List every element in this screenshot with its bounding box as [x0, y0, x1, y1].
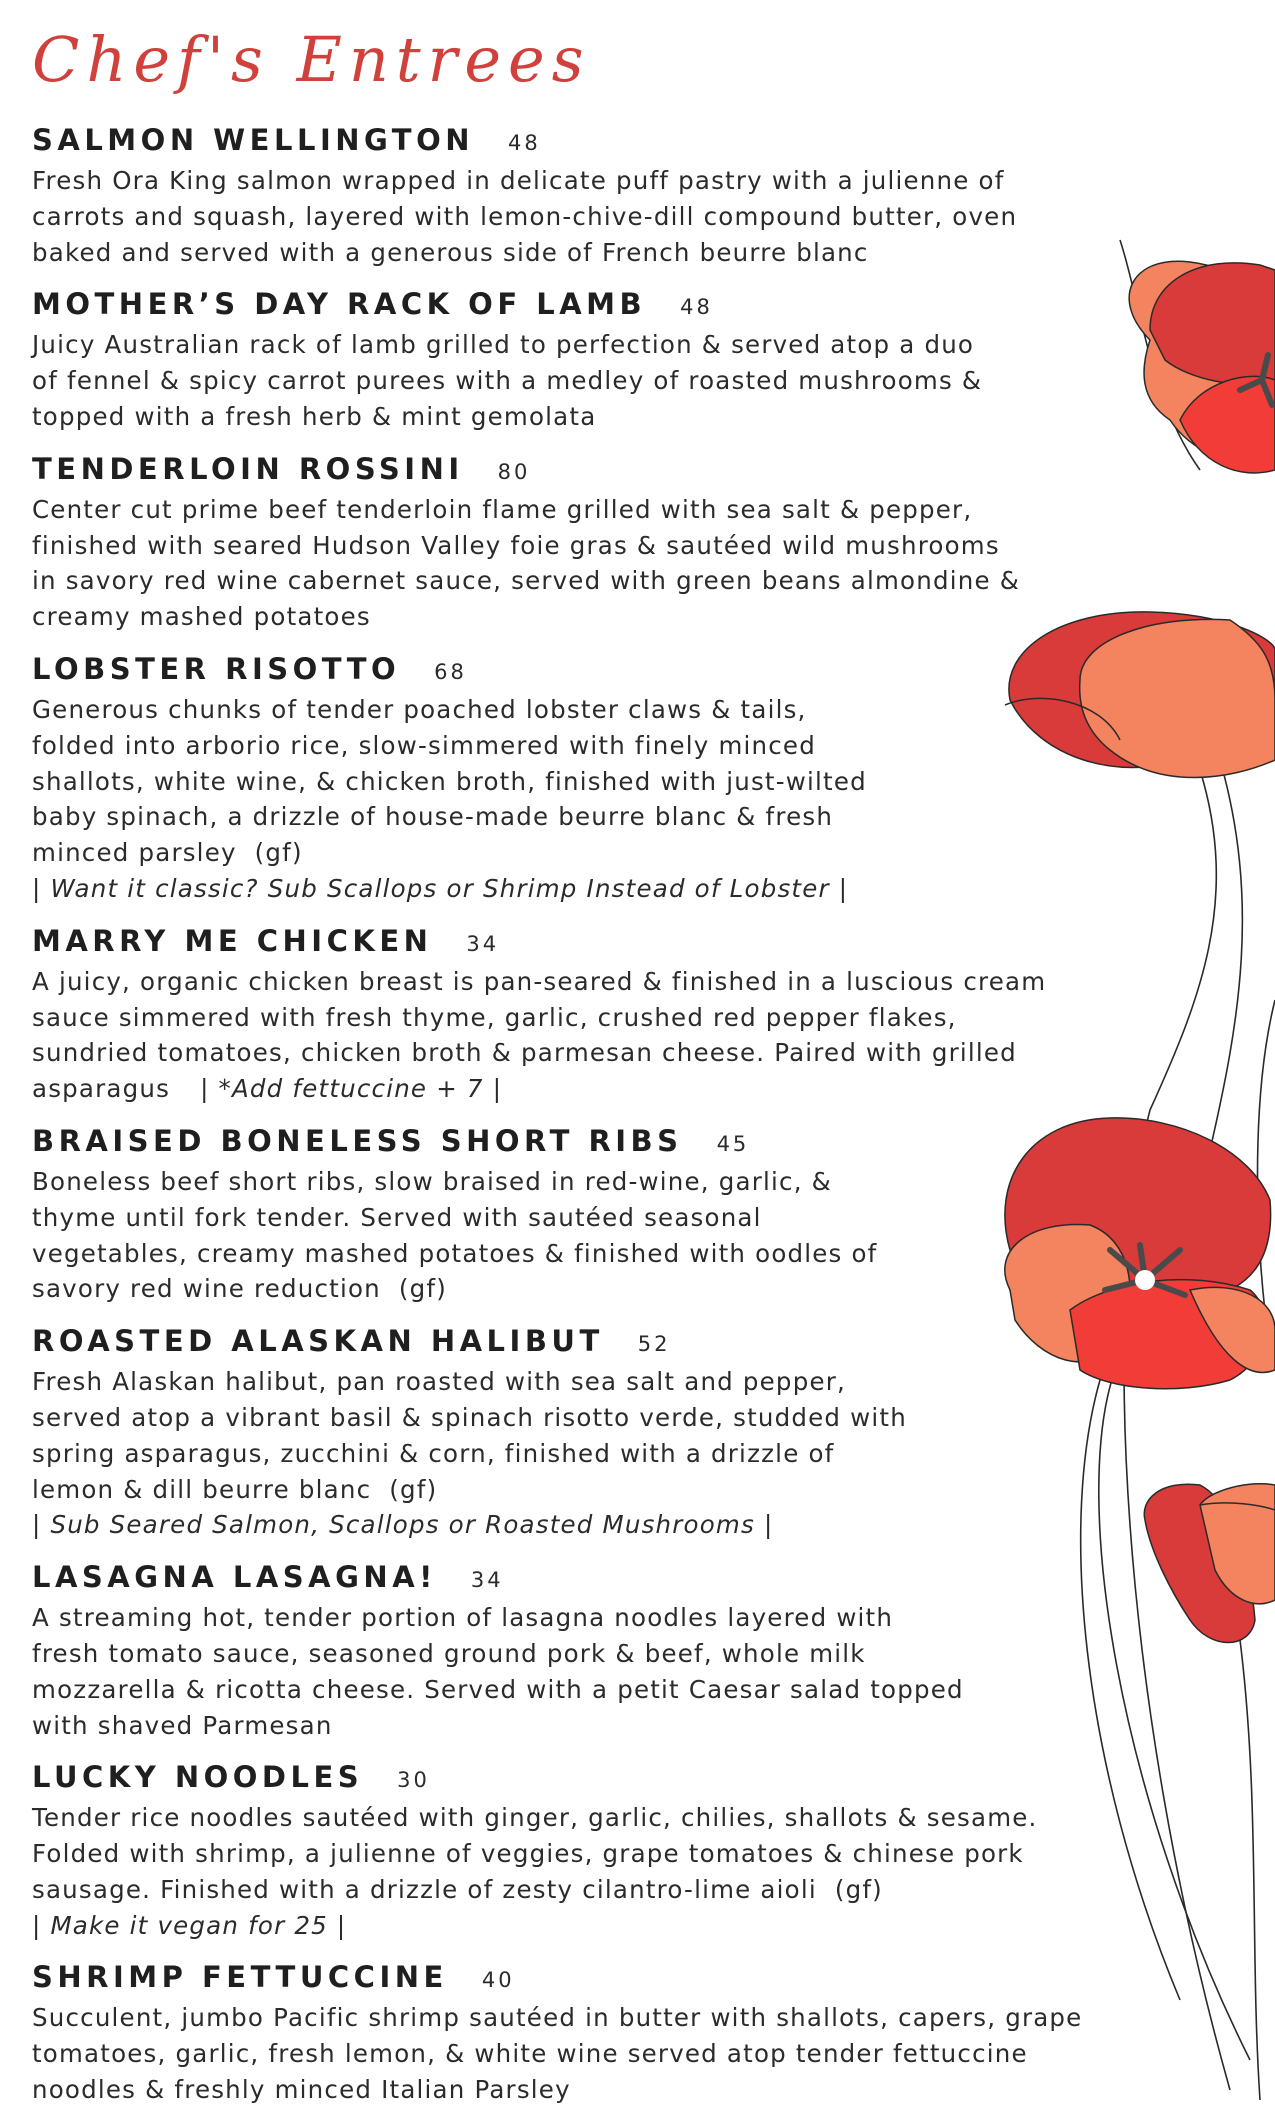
item-description-line: Fresh Ora King salmon wrapped in delicate puff pastry with a julienne of	[32, 166, 1005, 195]
item-name: LOBSTER RISOTTO	[32, 651, 401, 686]
item-name: LASAGNA LASAGNA!	[32, 1560, 437, 1595]
item-price: 68	[434, 659, 467, 684]
item-description-line	[32, 835, 1212, 871]
item-description-line	[32, 1872, 1212, 1908]
item-description-line: Folded with shrimp, a julienne of veggies, grape tomatoes & chinese pork	[32, 1839, 1024, 1869]
item-description-line: A streaming hot, tender portion of lasagna noodles layered with	[32, 1603, 894, 1633]
item-description-line: sauce simmered with fresh thyme, garlic, crushed red pepper flakes,	[32, 1002, 957, 1032]
item-description-line: Boneless beef short ribs, slow braised in red-wine, garlic, &	[32, 1166, 832, 1196]
item-price: 52	[637, 1332, 671, 1357]
item-note: | Sub Seared Salmon, Scallops or Roasted Mushrooms |	[32, 1510, 774, 1540]
item-description-line: Center cut prime beef tenderloin flame grilled with sea salt & pepper,	[32, 494, 973, 524]
item-note: | Make it vegan for 25 |	[32, 1910, 347, 1940]
item-header	[32, 1557, 1212, 1600]
item-description-line: folded into arborio rice, slow-simmered with finely minced	[32, 730, 816, 760]
menu-content	[32, 14, 1212, 2122]
menu-item-lucky-noodles	[32, 1757, 1212, 1943]
item-price: 80	[497, 459, 531, 484]
item-description-line: in savory red wine cabernet sauce, served with green beans almondine &	[32, 566, 1021, 596]
item-name: TENDERLOIN ROSSINI	[32, 451, 464, 486]
item-name: SHRIMP FETTUCCINE	[32, 1960, 448, 1995]
item-price: 40	[481, 1968, 515, 1993]
item-description-line: tomatoes, garlic, fresh lemon, & white wine served atop tender fettuccine	[32, 2039, 1028, 2069]
item-description-line: with shaved Parmesan	[32, 1710, 333, 1740]
item-description-line: baby spinach, a drizzle of house-made beurre blanc & fresh	[32, 802, 834, 832]
item-name: LUCKY NOODLES	[32, 1760, 364, 1795]
item-name: BRAISED BONELESS SHORT RIBS	[32, 1123, 683, 1158]
item-header	[32, 449, 1212, 492]
item-name: MOTHER’S DAY RACK OF LAMB	[32, 287, 647, 322]
item-last-line: asparagus	[32, 1074, 171, 1104]
item-description-line: vegetables, creamy mashed potatoes & finished with oodles of	[32, 1238, 878, 1268]
item-description-line: finished with seared Hudson Valley foie gras & sautéed wild mushrooms	[32, 530, 1000, 560]
item-note: | Want it classic? Sub Scallops or Shrimp Instead of Lobster |	[32, 873, 849, 903]
item-header	[32, 649, 1212, 692]
item-price: 30	[397, 1768, 430, 1793]
item-description-line: mozzarella & ricotta cheese. Served with a petit Caesar salad topped	[32, 1674, 964, 1704]
item-header	[32, 1321, 1212, 1364]
gluten-free-badge: (gf)	[834, 1874, 883, 1904]
item-description-line: A juicy, organic chicken breast is pan-seared & finished in a luscious cream	[32, 966, 1047, 996]
item-description-line	[32, 1071, 1212, 1107]
item-description-line: shallots, white wine, & chicken broth, finished with just-wilted	[32, 766, 867, 796]
item-header	[32, 120, 1212, 163]
item-description-line: baked and served with a generous side of French beurre blanc	[32, 237, 869, 267]
item-description-line: topped with a fresh herb & mint gemolata	[32, 401, 597, 431]
item-last-line: sausage. Finished with a drizzle of zesty cilantro-lime aioli	[32, 1874, 817, 1904]
item-description-line: sundried tomatoes, chicken broth & parmesan cheese. Paired with grilled	[32, 1038, 1017, 1068]
item-description-line	[32, 1271, 1212, 1307]
item-description-line: of fennel & spicy carrot purees with a medley of roasted mushrooms &	[32, 366, 983, 396]
item-header	[32, 284, 1212, 327]
menu-item-salmon-wellington	[32, 120, 1212, 270]
item-description-line: noodles & freshly minced Italian Parsley	[32, 2075, 571, 2105]
menu-item-alaskan-halibut	[32, 1321, 1212, 1543]
menu-item-shrimp-fettuccine	[32, 1957, 1212, 2107]
menu-title: Chef's Entrees	[32, 23, 591, 96]
item-price: 48	[680, 295, 713, 320]
item-description-line: Generous chunks of tender poached lobster claws & tails,	[32, 694, 807, 724]
item-description-line: Fresh Alaskan halibut, pan roasted with sea salt and pepper,	[32, 1367, 846, 1397]
item-description-line: Juicy Australian rack of lamb grilled to perfection & served atop a duo	[32, 330, 975, 360]
menu-item-rack-of-lamb	[32, 284, 1212, 434]
item-inline-note: | *Add fettuccine + 7 |	[200, 1074, 503, 1104]
item-header	[32, 1757, 1212, 1800]
item-description-line: thyme until fork tender. Served with sautéed seasonal	[32, 1202, 762, 1232]
item-header	[32, 921, 1212, 964]
item-name: ROASTED ALASKAN HALIBUT	[32, 1324, 604, 1359]
menu-item-marry-me-chicken	[32, 921, 1212, 1107]
item-header	[32, 1121, 1212, 1164]
item-price: 45	[716, 1131, 750, 1156]
gluten-free-badge: (gf)	[254, 838, 303, 868]
item-description-line: creamy mashed potatoes	[32, 602, 371, 632]
gluten-free-badge: (gf)	[398, 1274, 447, 1304]
item-last-line: minced parsley	[32, 838, 237, 868]
item-description-line	[32, 1472, 1212, 1508]
item-last-line: savory red wine reduction	[32, 1274, 381, 1304]
item-description-line: spring asparagus, zucchini & corn, finished with a drizzle of	[32, 1438, 835, 1468]
item-description-line: fresh tomato sauce, seasoned ground pork & beef, whole milk	[32, 1638, 866, 1668]
item-name: SALMON WELLINGTON	[32, 123, 475, 157]
item-header	[32, 1957, 1212, 2000]
item-description-line: Tender rice noodles sautéed with ginger, garlic, chilies, shallots & sesame.	[32, 1803, 1038, 1833]
item-description-line: Succulent, jumbo Pacific shrimp sautéed in butter with shallots, capers, grape	[32, 2003, 1083, 2033]
item-name: MARRY ME CHICKEN	[32, 923, 433, 958]
item-price: 48	[508, 131, 541, 155]
item-description-line: served atop a vibrant basil & spinach risotto verde, studded with	[32, 1402, 907, 1432]
item-price: 34	[466, 931, 500, 956]
menu-item-short-ribs	[32, 1121, 1212, 1307]
gluten-free-badge: (gf)	[389, 1474, 438, 1504]
item-price: 34	[470, 1568, 504, 1593]
menu-item-tenderloin-rossini	[32, 449, 1212, 635]
menu-item-lasagna	[32, 1557, 1212, 1743]
item-last-line: lemon & dill beurre blanc	[32, 1474, 372, 1504]
menu-item-lobster-risotto	[32, 649, 1212, 907]
item-description-line: carrots and squash, layered with lemon-chive-dill compound butter, oven	[32, 201, 1018, 231]
